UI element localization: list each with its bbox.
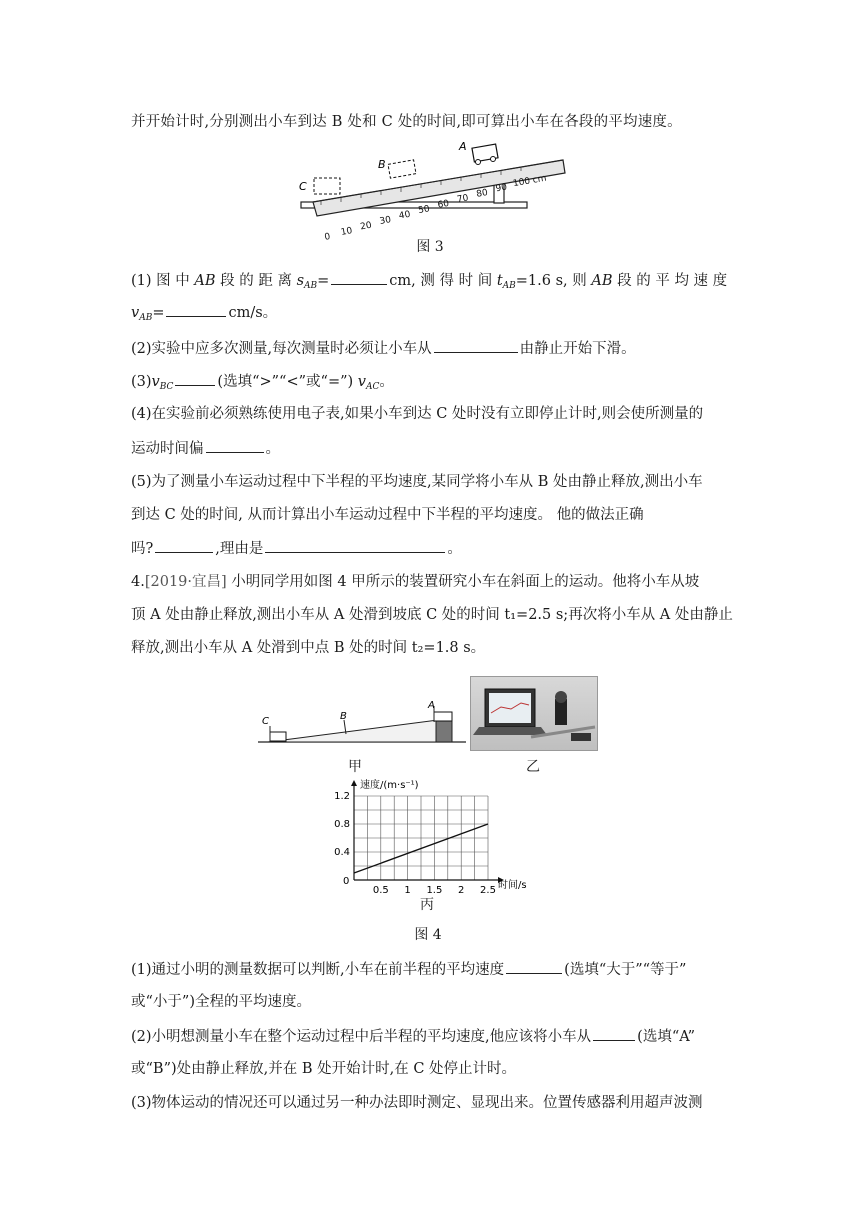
ruler-tick: 100 cm [512,173,548,190]
question-4-line1: (4)在实验前必须熟练使用电子表,如果小车到达 C 处时没有立即停止计时,则会使所测量的 [131,406,704,422]
label-a: A [459,140,467,153]
text: v [151,374,160,390]
y-axis-arrow [351,780,357,786]
figure-4-bing-chart [330,776,540,900]
answer-blank[interactable] [206,438,264,453]
question-1-line2 [131,302,731,328]
r2-line1 [131,1026,731,1047]
question-5-line2: 到达 C 处的时间, 从而计算出小车运动过程中下半程的平均速度。 他的做法正确 [131,507,644,523]
question-3 [131,371,731,397]
text: AB [304,281,318,291]
problem-4-line3: 释放,测出小车从 A 处滑到中点 B 处的时间 t₂=1.8 s。 [131,640,486,656]
r1-line2: 或“小于”)全程的平均速度。 [131,994,311,1010]
answer-blank[interactable] [175,371,215,386]
text: v [357,374,366,390]
intro-text: 并开始计时,分别测出小车到达 B 处和 C 处的时间,即可算出小车在各段的平均速度。 [131,114,682,130]
x-tick-label: 2 [458,885,465,896]
text: 运动时间偏 [131,441,204,457]
problem-4-line1 [131,572,731,592]
r2-line2: 或“B”)处由静止释放,并在 B 处开始计时,在 C 处停止计时。 [131,1061,517,1077]
question-5-line3 [131,538,731,559]
text: v [131,305,140,321]
question-4-line2 [131,438,731,459]
y-tick-label: 0.8 [334,819,350,830]
figure-4-jia-incline [258,696,466,748]
origin-label: 0 [343,876,350,887]
text: (1) 图 中 [131,273,190,289]
question-5-line1: (5)为了测量小车运动过程中下半程的平均速度,某同学将小车从 B 处由静止释放,测出小车 [131,474,703,490]
figure-4-yi-photo [470,676,598,751]
text: 吗? [131,541,154,557]
text: (2)小明想测量小车在整个运动过程中后半程的平均速度,他应该将小车从 [131,1029,592,1045]
label-c: C [299,180,307,193]
text: cm, 测 得 时 间 [389,273,493,289]
ruler-tick: 40 [398,209,412,222]
answer-blank[interactable] [593,1026,635,1041]
ruler-tick: 50 [417,204,431,217]
figure-3-caption: 图 3 [416,239,444,255]
problem-4-line2: 顶 A 处由静止释放,测出小车从 A 处滑到坡底 C 处的时间 t₁=2.5 s;再次将小车从 A 处由静止 [131,607,733,623]
text: AB [502,281,516,291]
figure-4-yi-label: 乙 [526,759,540,775]
label-c: C [262,716,269,727]
cart-a [472,144,498,164]
text: 由静止开始下滑。 [519,341,636,357]
text: AC [365,382,380,392]
ruler-tick: 20 [359,220,373,233]
ruler-tick: 90 [494,182,508,195]
text: (选填“>”“<”或“=”) [217,374,354,390]
question-2 [131,338,731,359]
text: (2)实验中应多次测量,每次测量时必须让小车从 [131,341,432,357]
text: ,理由是 [215,541,264,557]
text: AB [139,313,153,323]
ruler-tick: 60 [436,198,450,211]
text: cm/s。 [228,305,278,321]
question-1-line1 [131,270,731,296]
label-b: B [378,158,386,171]
text: 段 的 平 均 速 度 [617,273,728,289]
figure-4-jia-label: 甲 [348,759,362,775]
y-tick-label: 1.2 [334,791,350,802]
x-tick-label: 2.5 [480,885,496,896]
label-b: B [340,711,347,722]
text: 。 [265,441,280,457]
r3-line1: (3)物体运动的情况还可以通过另一种办法即时测定、显现出来。位置传感器利用超声波测 [131,1095,703,1111]
text: BC [159,382,174,392]
label-a: A [428,700,435,711]
text: (3) [131,374,152,390]
answer-blank[interactable] [331,270,387,285]
x-tick-label: 1.5 [426,885,443,896]
text: = [152,305,165,321]
answer-blank[interactable] [506,959,562,974]
text: s [296,273,305,289]
text: AB [194,273,216,289]
ruler-tick: 0 [323,231,332,243]
text: AB [591,273,613,289]
text: (选填“大于”“等于” [564,962,687,978]
text: (选填“A” [637,1029,695,1045]
figure-4-caption: 图 4 [414,927,442,943]
x-tick-label: 0.5 [372,885,389,896]
ruler-tick: 30 [378,215,392,228]
text: t [496,273,503,289]
text: = [317,273,330,289]
text: 。 [379,374,394,390]
y-axis-label: 速度/(m·s⁻¹) [360,780,419,791]
problem-number: 4. [131,574,145,590]
text: 。 [447,541,462,557]
source-tag: [2019·宜昌] [144,574,227,590]
answer-blank[interactable] [155,538,213,553]
text: 段 的 距 离 [220,273,292,289]
velocity-time-chart [330,776,540,900]
answer-blank[interactable] [434,338,518,353]
r1-line1 [131,959,731,980]
ruler-tick: 80 [475,187,489,200]
y-tick-label: 0.4 [334,847,350,858]
text: =1.6 s, 则 [515,273,587,289]
ruler-tick: 10 [340,226,354,238]
answer-blank[interactable] [166,302,226,317]
ruler-tick: 70 [456,193,470,206]
figure-3-incline [295,140,565,243]
figure-4-bing-label: 丙 [420,897,434,913]
text: (1)通过小明的测量数据可以判断,小车在前半程的平均速度 [131,962,505,978]
x-tick-label: 1 [404,885,411,896]
x-axis-label: 时间/s [498,880,527,891]
answer-blank[interactable] [265,538,445,553]
text: 小明同学用如图 4 甲所示的装置研究小车在斜面上的运动。他将小车从坡 [226,574,700,590]
